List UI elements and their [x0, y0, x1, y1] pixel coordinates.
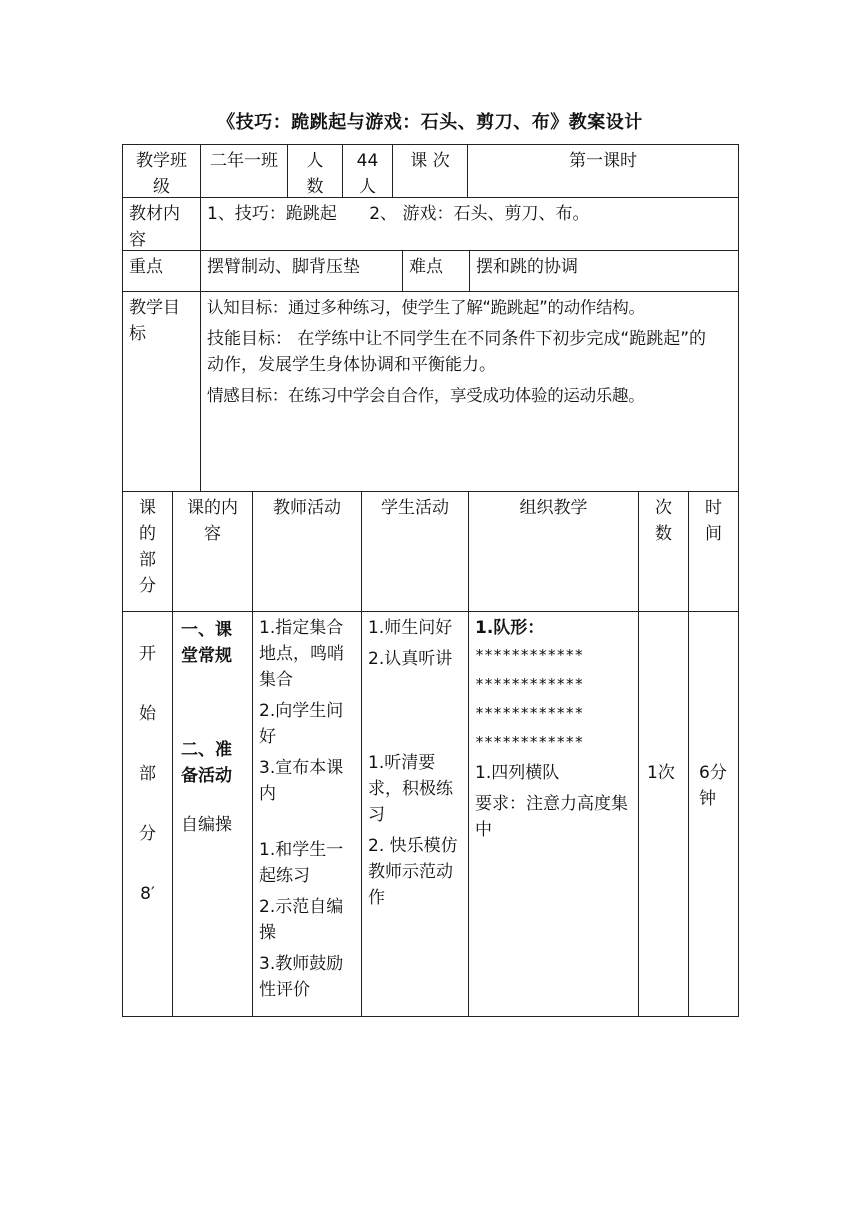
class-value: 二年一班: [201, 145, 288, 198]
formation-heading: 1.队形：: [475, 618, 545, 638]
lesson-value: 第一课时: [468, 145, 739, 198]
goals-label: 教学目标: [123, 292, 201, 492]
part-duration: 8′: [140, 884, 155, 904]
student-step: 2. 快乐模仿教师示范动作: [368, 836, 458, 908]
part-char: 开: [139, 644, 156, 664]
formation-requirement: 要求：注意力高度集中: [475, 794, 628, 840]
col-header-content: 课的内容: [173, 492, 253, 612]
col-header-teacher: 教师活动: [253, 492, 362, 612]
teacher-step: 1.指定集合地点，鸣哨集合: [259, 618, 344, 690]
routine-heading: 一、课堂常规: [181, 620, 232, 666]
content-value: 1、技巧：跪跳起 2、 游戏：石头、剪刀、布。: [201, 198, 739, 251]
part-char: 分: [139, 824, 156, 844]
student-step: 2.认真听讲: [368, 649, 453, 669]
formation-row: ************: [475, 704, 584, 722]
formation-row: ************: [475, 733, 584, 751]
count-cell: [639, 612, 689, 1017]
formation-type: 1.四列横队: [475, 763, 560, 783]
difficulty-label: 难点: [403, 251, 470, 292]
col-header-count: 次数: [639, 492, 689, 612]
col-header-part: 课的部分: [123, 492, 173, 612]
warmup-heading: 二、准备活动: [181, 740, 232, 786]
self-made-exercise: 自编操: [181, 815, 232, 835]
col-header-time: 时间: [689, 492, 739, 612]
goal-emotion: 情感目标：在练习中学会自合作，享受成功体验的运动乐趣。: [207, 386, 645, 405]
formation-row: ************: [475, 675, 584, 693]
people-label: 人数: [288, 145, 343, 198]
page-title: 《技巧：跪跳起与游戏：石头、剪刀、布》教案设计: [217, 112, 643, 133]
difficulty-value: 摆和跳的协调: [470, 251, 739, 292]
part-cell: [123, 612, 173, 1017]
goals-value: [201, 292, 766, 492]
count-value: 1次: [647, 763, 675, 783]
lesson-label: 课 次: [393, 145, 468, 198]
student-step: 1.听清要求，积极练习: [368, 753, 453, 825]
class-label: 教学班级: [123, 145, 201, 198]
teacher-step: 3.宣布本课内: [259, 758, 344, 804]
student-cell: [362, 612, 469, 1017]
col-header-organize: 组织教学: [469, 492, 639, 612]
goal-skill: 技能目标： 在学练中让不同学生在不同条件下初步完成“跪跳起”的 动作，发展学生身体协调和平衡能力。: [207, 329, 766, 375]
part-char: 部: [139, 764, 156, 784]
teacher-step: 2.向学生问好: [259, 701, 344, 747]
time-value: 6分钟: [699, 763, 727, 809]
time-cell: [689, 612, 739, 1017]
content-cell: [173, 612, 253, 1017]
focus-label: 重点: [123, 251, 201, 292]
col-header-student: 学生活动: [362, 492, 469, 612]
focus-value: 摆臂制动、脚背压垫: [201, 251, 403, 292]
teacher-step: 1.和学生一起练习: [259, 840, 344, 886]
goal-cognitive: 认知目标：通过多种练习，使学生了解“跪跳起”的动作结构。: [207, 298, 645, 317]
organize-cell: [469, 612, 639, 1017]
part-char: 始: [139, 704, 156, 724]
lesson-plan-table: [122, 144, 766, 1017]
student-step: 1.师生问好: [368, 618, 453, 638]
teacher-step: 3.教师鼓励性评价: [259, 954, 344, 1000]
people-value: 44人: [343, 145, 393, 198]
teacher-cell: [253, 612, 362, 1017]
teacher-step: 2.示范自编操: [259, 897, 344, 943]
formation-row: ************: [475, 646, 584, 664]
content-label: 教材内容: [123, 198, 201, 251]
